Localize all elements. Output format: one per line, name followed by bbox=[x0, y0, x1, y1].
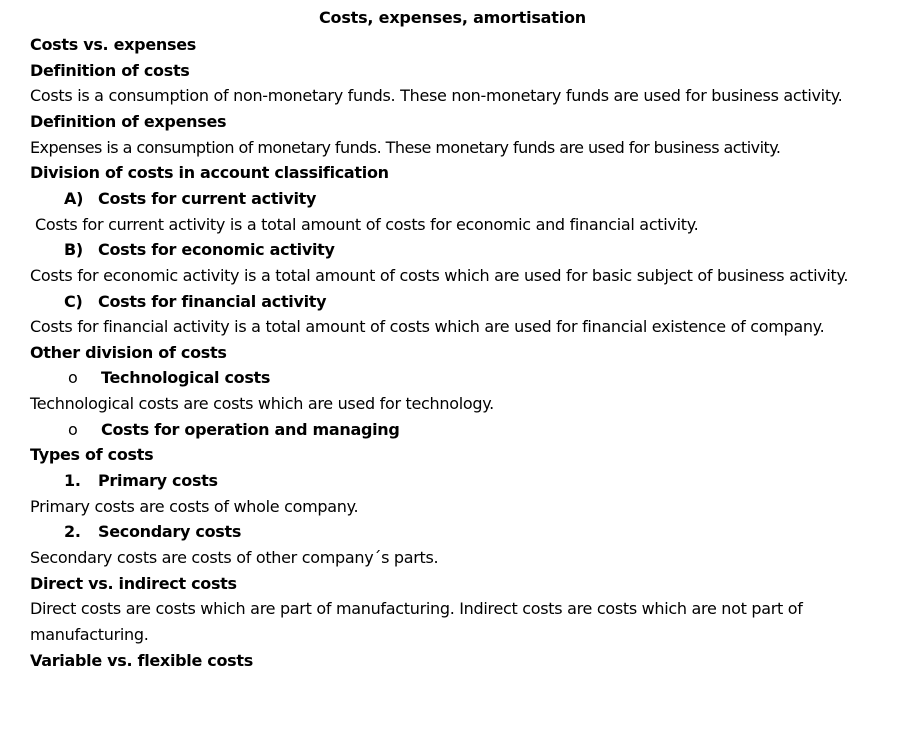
list-marker-b: B) bbox=[64, 240, 83, 260]
list-item-a bbox=[30, 186, 900, 212]
bullet-item-technological bbox=[30, 365, 900, 391]
bullet-marker: o bbox=[68, 419, 78, 439]
heading-direct-vs-indirect: Direct vs. indirect costs bbox=[30, 573, 237, 593]
heading-definition-of-costs: Definition of costs bbox=[30, 60, 190, 80]
heading-types-of-costs: Types of costs bbox=[30, 445, 154, 465]
list-label-economic-activity: Costs for economic activity bbox=[98, 240, 335, 260]
paragraph-direct-vs-indirect: Direct costs are costs which are part of manufacturing. Indirect costs are costs which are not part of manufacturing. bbox=[30, 599, 803, 644]
list-item-primary bbox=[30, 468, 900, 494]
list-marker-1: 1. bbox=[64, 471, 81, 491]
list-marker-c: C) bbox=[64, 291, 83, 311]
paragraph-definition-of-expenses: Expenses is a consumption of monetary funds. These monetary funds are used for business activity. bbox=[30, 137, 781, 157]
list-label-financial-activity: Costs for financial activity bbox=[98, 291, 327, 311]
heading-variable-vs-flexible: Variable vs. flexible costs bbox=[30, 650, 253, 670]
bullet-item-operation bbox=[30, 417, 900, 443]
list-label-primary-costs: Primary costs bbox=[98, 471, 218, 491]
heading-definition-of-expenses: Definition of expenses bbox=[30, 111, 227, 131]
heading-other-division: Other division of costs bbox=[30, 342, 227, 362]
bullet-label-technological: Technological costs bbox=[101, 368, 271, 388]
paragraph-financial-activity: Costs for financial activity is a total amount of costs which are used for financial existence of company. bbox=[30, 317, 825, 337]
paragraph-primary-costs: Primary costs are costs of whole company. bbox=[30, 496, 359, 516]
heading-costs-vs-expenses: Costs vs. expenses bbox=[30, 35, 196, 54]
list-item-b bbox=[30, 237, 900, 263]
paragraph-technological-costs: Technological costs are costs which are used for technology. bbox=[30, 394, 494, 414]
document-body bbox=[30, 32, 900, 673]
bullet-label-operation: Costs for operation and managing bbox=[101, 419, 400, 439]
paragraph-economic-activity: Costs for economic activity is a total amount of costs which are used for basic subject of business activity. bbox=[30, 265, 849, 285]
paragraph-secondary-costs: Secondary costs are costs of other company´s parts. bbox=[30, 548, 439, 568]
list-marker-a: A) bbox=[64, 188, 84, 208]
list-item-c bbox=[30, 289, 900, 315]
document-title: Costs, expenses, amortisation bbox=[318, 8, 586, 27]
heading-division-of-costs: Division of costs in account classification bbox=[30, 163, 389, 183]
paragraph-current-activity: Costs for current activity is a total amount of costs for economic and financial activity. bbox=[35, 214, 699, 234]
paragraph-definition-of-costs: Costs is a consumption of non-monetary funds. These non-monetary funds are used for business activity. bbox=[30, 86, 843, 106]
list-item-secondary bbox=[30, 519, 900, 545]
bullet-marker: o bbox=[68, 368, 78, 388]
list-label-secondary-costs: Secondary costs bbox=[98, 522, 242, 542]
list-marker-2: 2. bbox=[64, 522, 81, 542]
list-label-current-activity: Costs for current activity bbox=[98, 188, 317, 208]
